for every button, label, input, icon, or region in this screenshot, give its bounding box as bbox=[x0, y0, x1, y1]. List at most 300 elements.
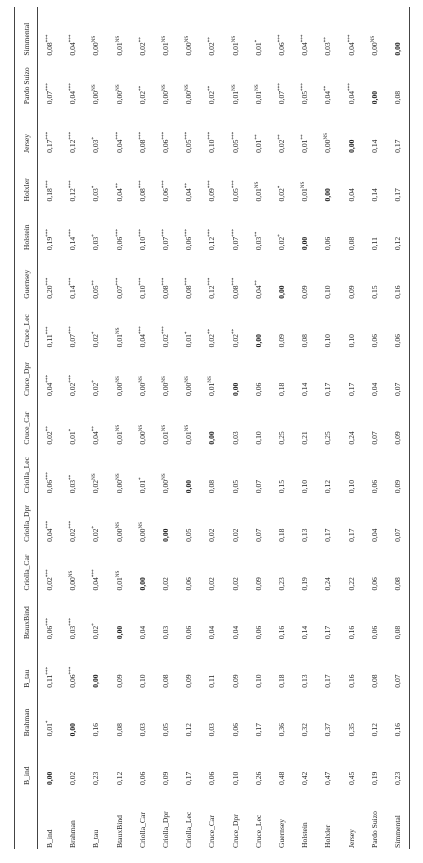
table-cell bbox=[38, 202, 62, 251]
table-cell bbox=[177, 639, 200, 688]
row-label: Pardo Suizo bbox=[369, 811, 379, 848]
table-cell bbox=[84, 153, 107, 202]
cell-value: 0,08 bbox=[392, 577, 402, 591]
table-cell bbox=[386, 299, 410, 348]
significance-mark: ** bbox=[91, 280, 98, 286]
column-header: Pardo Suizo bbox=[15, 56, 38, 105]
table-cell bbox=[154, 445, 177, 494]
cell-value: 0,02 bbox=[91, 625, 101, 640]
table-cell bbox=[339, 542, 362, 591]
table-cell bbox=[363, 639, 386, 688]
cell-value: 0,02 bbox=[137, 90, 147, 105]
significance-mark: NS bbox=[137, 424, 144, 432]
significance-mark: * bbox=[91, 185, 98, 189]
cell-value: 0,08 bbox=[369, 674, 379, 688]
table-cell bbox=[131, 396, 154, 445]
cell-value: 0,16 bbox=[346, 674, 356, 688]
table-cell bbox=[316, 250, 339, 299]
table-cell bbox=[61, 56, 84, 105]
cell-value: 0,17 bbox=[346, 382, 356, 396]
table-cell bbox=[270, 591, 293, 640]
cell-value: 0,14 bbox=[369, 188, 379, 202]
table-cell bbox=[224, 445, 247, 494]
table-cell bbox=[293, 736, 316, 785]
table-cell bbox=[84, 202, 107, 251]
table-cell bbox=[61, 104, 84, 153]
cell-value: 0,04 bbox=[300, 42, 310, 56]
significance-mark: ** bbox=[207, 37, 214, 43]
table-cell bbox=[363, 347, 386, 396]
cell-value: 0,17 bbox=[346, 528, 356, 542]
cell-value: 0,06 bbox=[369, 625, 379, 640]
table-cell bbox=[154, 493, 177, 542]
significance-mark: ** bbox=[91, 426, 98, 432]
table-cell bbox=[363, 7, 386, 56]
significance-mark: NS bbox=[161, 35, 168, 43]
significance-mark: *** bbox=[184, 277, 191, 286]
significance-mark: ** bbox=[207, 85, 214, 91]
significance-mark: *** bbox=[300, 34, 307, 43]
column-header: B_tau bbox=[15, 639, 38, 688]
cell-value: 0,10 bbox=[300, 479, 310, 494]
table-cell bbox=[270, 56, 293, 105]
table-cell bbox=[339, 56, 362, 105]
cell-value: 0,17 bbox=[323, 625, 333, 640]
table-cell bbox=[177, 56, 200, 105]
table-cell bbox=[108, 104, 131, 153]
table-cell bbox=[61, 493, 84, 542]
cell-value: 0,01 bbox=[137, 479, 147, 494]
row-label: Brahman bbox=[68, 820, 78, 848]
table-cell bbox=[339, 299, 362, 348]
significance-mark: * bbox=[137, 477, 144, 480]
table-cell bbox=[339, 202, 362, 251]
table-cell bbox=[38, 736, 62, 785]
column-header: Criolla_Dpr bbox=[15, 493, 38, 542]
row-label: Holstein bbox=[300, 822, 310, 848]
cell-value: 0,01 bbox=[114, 577, 124, 591]
cell-value: 0,07 bbox=[392, 382, 402, 396]
table-row bbox=[154, 7, 177, 849]
table-cell bbox=[247, 56, 270, 105]
table-cell bbox=[363, 688, 386, 737]
significance-mark: *** bbox=[68, 131, 75, 140]
significance-mark: NS bbox=[184, 376, 191, 383]
cell-value: 0,26 bbox=[253, 771, 263, 785]
significance-mark: *** bbox=[137, 277, 144, 286]
row-label: Criolla_Dpr bbox=[161, 811, 171, 848]
table-cell bbox=[38, 299, 62, 348]
cell-value: 0,06 bbox=[323, 236, 333, 251]
table-cell bbox=[131, 445, 154, 494]
column-header: B_ind bbox=[15, 736, 38, 785]
cell-value: 0,23 bbox=[276, 577, 286, 591]
cell-value: 0,13 bbox=[300, 674, 310, 688]
significance-mark: *** bbox=[114, 131, 121, 140]
cell-value: 0,07 bbox=[392, 674, 402, 688]
significance-mark: *** bbox=[207, 180, 214, 189]
table-row bbox=[247, 7, 270, 849]
table-cell bbox=[177, 104, 200, 153]
table-cell bbox=[61, 202, 84, 251]
table-cell bbox=[270, 7, 293, 56]
column-header: Brahman bbox=[15, 688, 38, 737]
row-label: Criolla_Lec bbox=[184, 811, 194, 848]
table-cell bbox=[386, 153, 410, 202]
significance-mark: NS bbox=[161, 84, 168, 91]
table-cell bbox=[108, 542, 131, 591]
table-cell bbox=[270, 639, 293, 688]
significance-mark: ** bbox=[137, 37, 144, 43]
cell-value: 0,05 bbox=[230, 188, 240, 202]
table-cell bbox=[108, 299, 131, 348]
table-cell bbox=[200, 688, 223, 737]
cell-value: 0,17 bbox=[184, 771, 194, 785]
cell-value: 0,06 bbox=[369, 577, 379, 591]
table-cell bbox=[200, 347, 223, 396]
cell-value: 0,14 bbox=[68, 285, 78, 299]
cell-value: 0,00 bbox=[137, 528, 147, 542]
table-cell bbox=[154, 347, 177, 396]
cell-value: 0,10 bbox=[253, 674, 263, 688]
cell-value: 0,12 bbox=[114, 771, 124, 785]
table-cell bbox=[131, 202, 154, 251]
cell-value: 0,12 bbox=[68, 188, 78, 202]
table-cell bbox=[131, 153, 154, 202]
table-cell bbox=[386, 396, 410, 445]
cell-value: 0,18 bbox=[276, 382, 286, 396]
cell-value: 0,00 bbox=[114, 528, 124, 542]
row-label: Cruce_Car bbox=[207, 815, 217, 848]
table-cell bbox=[339, 347, 362, 396]
significance-mark: *** bbox=[276, 83, 283, 91]
significance-mark: *** bbox=[45, 229, 52, 237]
row-label: B_ind bbox=[45, 829, 55, 848]
cell-value: 0,00 bbox=[137, 577, 147, 591]
table-row bbox=[131, 7, 154, 849]
cell-value: 0,09 bbox=[346, 285, 356, 299]
table-cell bbox=[247, 104, 270, 153]
row-label: Holxler bbox=[323, 824, 333, 848]
significance-mark: ** bbox=[230, 328, 237, 335]
table-cell bbox=[38, 347, 62, 396]
table-cell bbox=[363, 542, 386, 591]
cell-value: 0,02 bbox=[230, 334, 240, 348]
cell-value: 0,07 bbox=[369, 431, 379, 445]
significance-mark: *** bbox=[45, 131, 52, 140]
table-cell bbox=[270, 736, 293, 785]
table-cell bbox=[61, 688, 84, 737]
table-cell bbox=[38, 104, 62, 153]
significance-mark: *** bbox=[68, 326, 75, 335]
cell-value: 0,06 bbox=[137, 771, 147, 785]
cell-value: 0,09 bbox=[276, 334, 286, 348]
cell-value: 0,04 bbox=[323, 90, 333, 105]
cell-value: 0,00 bbox=[184, 382, 194, 396]
significance-mark: *** bbox=[114, 277, 121, 286]
column-header: Cruce_Car bbox=[15, 396, 38, 445]
table-cell bbox=[84, 736, 107, 785]
row-label: Jersey bbox=[346, 829, 356, 848]
table-cell bbox=[224, 299, 247, 348]
significance-mark: * bbox=[91, 234, 98, 237]
significance-mark: NS bbox=[91, 84, 98, 91]
table-cell bbox=[224, 202, 247, 251]
cell-value: 0,07 bbox=[276, 90, 286, 105]
table-cell bbox=[386, 445, 410, 494]
cell-value: 0,02 bbox=[230, 577, 240, 591]
table-cell bbox=[224, 688, 247, 737]
cell-value: 0,01 bbox=[207, 382, 217, 396]
significance-mark: *** bbox=[161, 180, 168, 189]
significance-mark: *** bbox=[45, 277, 52, 286]
cell-value: 0,02 bbox=[207, 334, 217, 348]
cell-value: 0,04 bbox=[137, 334, 147, 348]
significance-mark: NS bbox=[184, 35, 191, 43]
table-cell bbox=[316, 347, 339, 396]
cell-value: 0,00 bbox=[91, 90, 101, 105]
table-cell bbox=[177, 688, 200, 737]
cell-value: 0,00 bbox=[323, 139, 333, 153]
table-row bbox=[108, 7, 131, 849]
significance-mark: *** bbox=[68, 277, 75, 286]
cell-value: 0,24 bbox=[346, 431, 356, 445]
cell-value: 0,08 bbox=[207, 479, 217, 494]
table-row bbox=[339, 7, 362, 849]
cell-value: 0,05 bbox=[91, 285, 101, 299]
table-cell bbox=[131, 639, 154, 688]
table-cell bbox=[38, 639, 62, 688]
table-cell bbox=[386, 591, 410, 640]
column-header: Guernsey bbox=[15, 250, 38, 299]
genetic-distance-table bbox=[14, 7, 410, 849]
table-cell bbox=[293, 104, 316, 153]
table-cell bbox=[363, 153, 386, 202]
cell-value: 0,08 bbox=[230, 285, 240, 299]
table-cell bbox=[316, 396, 339, 445]
table-cell bbox=[84, 299, 107, 348]
significance-mark: *** bbox=[68, 618, 75, 626]
table-cell bbox=[200, 396, 223, 445]
table-cell bbox=[316, 688, 339, 737]
table-cell bbox=[386, 347, 410, 396]
table-cell bbox=[386, 7, 410, 56]
significance-mark: *** bbox=[137, 326, 144, 335]
significance-mark: * bbox=[45, 720, 52, 724]
significance-mark: ** bbox=[184, 183, 191, 189]
cell-value: 0,02 bbox=[45, 431, 55, 445]
table-cell bbox=[270, 299, 293, 348]
cell-value: 0,20 bbox=[45, 285, 55, 299]
table-cell bbox=[363, 104, 386, 153]
table-cell bbox=[247, 153, 270, 202]
table-cell bbox=[200, 104, 223, 153]
table-cell bbox=[224, 347, 247, 396]
cell-value: 0,02 bbox=[68, 771, 78, 785]
cell-value: 0,01 bbox=[253, 90, 263, 105]
table-cell bbox=[224, 396, 247, 445]
cell-value: 0,04 bbox=[137, 625, 147, 640]
table-cell bbox=[154, 639, 177, 688]
table-cell bbox=[293, 542, 316, 591]
table-cell bbox=[293, 396, 316, 445]
significance-mark: ** bbox=[323, 85, 330, 91]
header-corner-cell bbox=[15, 785, 38, 849]
cell-value: 0,03 bbox=[68, 625, 78, 640]
significance-mark: ** bbox=[253, 231, 260, 237]
cell-value: 0,01 bbox=[161, 431, 171, 445]
cell-value: 0,16 bbox=[392, 285, 402, 299]
cell-value: 0,02 bbox=[161, 334, 171, 348]
cell-value: 0,00 bbox=[161, 528, 171, 542]
table-cell bbox=[38, 591, 62, 640]
table-cell bbox=[84, 542, 107, 591]
significance-mark: *** bbox=[161, 229, 168, 237]
cell-value: 0,02 bbox=[207, 577, 217, 591]
cell-value: 0,19 bbox=[369, 771, 379, 785]
cell-value: 0,02 bbox=[207, 528, 217, 542]
significance-mark: ** bbox=[45, 426, 52, 432]
table-cell bbox=[177, 493, 200, 542]
table-cell bbox=[339, 639, 362, 688]
table-cell bbox=[293, 202, 316, 251]
row-label: Guernsey bbox=[276, 818, 286, 848]
table-cell bbox=[200, 591, 223, 640]
table-cell bbox=[131, 56, 154, 105]
cell-value: 0,04 bbox=[45, 528, 55, 542]
significance-mark: ** bbox=[68, 474, 75, 480]
table-cell bbox=[316, 542, 339, 591]
table-cell bbox=[108, 250, 131, 299]
significance-mark: NS bbox=[161, 473, 168, 480]
cell-value: 0,06 bbox=[161, 139, 171, 153]
significance-mark: NS bbox=[207, 376, 214, 383]
table-cell bbox=[131, 7, 154, 56]
significance-mark: * bbox=[91, 623, 98, 626]
significance-mark: NS bbox=[114, 473, 121, 480]
table-cell bbox=[177, 202, 200, 251]
table-cell bbox=[339, 104, 362, 153]
significance-mark: * bbox=[276, 185, 283, 189]
table-cell bbox=[200, 299, 223, 348]
table-cell bbox=[339, 445, 362, 494]
table-cell bbox=[270, 104, 293, 153]
table-cell bbox=[247, 736, 270, 785]
table-cell bbox=[363, 736, 386, 785]
table-cell bbox=[270, 153, 293, 202]
table-row bbox=[200, 7, 223, 849]
table-cell bbox=[177, 445, 200, 494]
cell-value: 0,08 bbox=[346, 236, 356, 251]
table-cell bbox=[131, 493, 154, 542]
cell-value: 0,00 bbox=[137, 431, 147, 445]
cell-value: 0,07 bbox=[114, 285, 124, 299]
row-label: B_tau bbox=[91, 829, 101, 848]
cell-value: 0,09 bbox=[161, 771, 171, 785]
cell-value: 0,06 bbox=[161, 188, 171, 202]
table-cell bbox=[363, 202, 386, 251]
table-cell bbox=[316, 7, 339, 56]
table-cell bbox=[38, 396, 62, 445]
table-cell bbox=[386, 688, 410, 737]
cell-value: 0,19 bbox=[300, 577, 310, 591]
table-cell bbox=[177, 591, 200, 640]
cell-value: 0,14 bbox=[68, 236, 78, 251]
table-cell bbox=[293, 591, 316, 640]
table-cell bbox=[270, 445, 293, 494]
cell-value: 0,17 bbox=[253, 723, 263, 737]
cell-value: 0,04 bbox=[114, 139, 124, 153]
significance-mark: NS bbox=[253, 84, 260, 91]
table-cell bbox=[247, 396, 270, 445]
cell-value: 0,00 bbox=[276, 285, 286, 299]
table-cell bbox=[339, 396, 362, 445]
table-row bbox=[316, 7, 339, 849]
cell-value: 0,08 bbox=[137, 188, 147, 202]
table-body bbox=[38, 7, 410, 849]
cell-value: 0,37 bbox=[323, 723, 333, 737]
table-row bbox=[293, 7, 316, 849]
table-cell bbox=[200, 7, 223, 56]
cell-value: 0,09 bbox=[114, 674, 124, 688]
table-cell bbox=[386, 202, 410, 251]
cell-value: 0,13 bbox=[300, 528, 310, 542]
cell-value: 0,06 bbox=[184, 577, 194, 591]
cell-value: 0,15 bbox=[276, 479, 286, 494]
table-cell bbox=[84, 493, 107, 542]
significance-mark: *** bbox=[207, 229, 214, 237]
table-cell bbox=[386, 104, 410, 153]
table-cell bbox=[38, 445, 62, 494]
table-cell bbox=[200, 445, 223, 494]
table-cell bbox=[200, 56, 223, 105]
cell-value: 0,03 bbox=[91, 188, 101, 202]
cell-value: 0,35 bbox=[346, 723, 356, 737]
table-cell bbox=[84, 591, 107, 640]
table-cell bbox=[84, 250, 107, 299]
cell-value: 0,02 bbox=[207, 90, 217, 105]
cell-value: 0,07 bbox=[392, 528, 402, 542]
cell-value: 0,02 bbox=[230, 528, 240, 542]
cell-value: 0,08 bbox=[300, 334, 310, 348]
significance-mark: *** bbox=[68, 374, 75, 383]
table-cell bbox=[247, 688, 270, 737]
table-cell bbox=[316, 736, 339, 785]
table-cell bbox=[84, 396, 107, 445]
cell-value: 0,03 bbox=[253, 236, 263, 251]
cell-value: 0,17 bbox=[323, 528, 333, 542]
column-header: Holstein bbox=[15, 202, 38, 251]
significance-mark: NS bbox=[114, 521, 121, 529]
table-cell bbox=[61, 153, 84, 202]
cell-value: 0,16 bbox=[346, 625, 356, 640]
table-cell bbox=[84, 104, 107, 153]
table-cell bbox=[247, 542, 270, 591]
significance-mark: NS bbox=[114, 35, 121, 43]
table-cell bbox=[386, 56, 410, 105]
cell-value: 0,03 bbox=[207, 723, 217, 737]
cell-value: 0,00 bbox=[137, 382, 147, 396]
table-cell bbox=[293, 250, 316, 299]
cell-value: 0,05 bbox=[161, 723, 171, 737]
column-header: BtauxBind bbox=[15, 591, 38, 640]
significance-mark: NS bbox=[137, 376, 144, 383]
table-cell bbox=[316, 202, 339, 251]
cell-value: 0,11 bbox=[45, 674, 55, 688]
cell-value: 0,18 bbox=[45, 188, 55, 202]
cell-value: 0,11 bbox=[369, 237, 379, 251]
table-cell bbox=[339, 493, 362, 542]
